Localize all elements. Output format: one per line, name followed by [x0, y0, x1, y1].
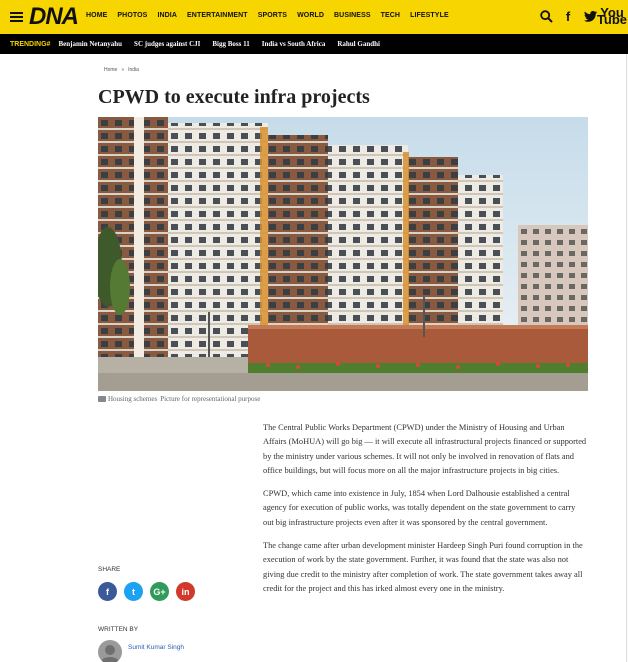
article-paragraph: The change came after urban development minister Hardeep Singh Puri found corruption in the execution of work by the state government. Further, it was found that the state was also not giving due credit to the ministry after completion of work. The state government takes away all credit for the project and this has irked almost every one in the ministry. — [263, 541, 583, 593]
page-border — [626, 54, 627, 662]
trending-item[interactable]: SC judges against CJI — [134, 40, 201, 48]
trending-item[interactable]: Bigg Boss 11 — [212, 40, 250, 48]
nav-lifestyle[interactable]: LIFESTYLE — [410, 12, 449, 19]
nav-sports[interactable]: SPORTS — [257, 12, 288, 19]
article-body — [263, 421, 588, 605]
share-buttons — [98, 582, 202, 601]
breadcrumb — [104, 67, 143, 73]
nav-photos[interactable]: PHOTOS — [117, 12, 148, 19]
share-facebook-button[interactable]: f — [98, 582, 117, 601]
article-paragraph: The Central Public Works Department (CPWD) under the Ministry of Housing and Urban Affairs (MoHUA) will go big — it will execute all infrastructural projects financed or supported by the ministry under various schemes. It will not only be involved in renovation of flats and office buildings, but will focus more on all the major infrastructure projects in big cities. — [263, 423, 587, 475]
search-icon[interactable] — [538, 8, 554, 24]
facebook-icon[interactable]: f — [565, 8, 571, 24]
nav-tech[interactable]: TECH — [380, 12, 401, 19]
caption-label: Housing schemes — [108, 395, 158, 403]
nav-entertainment[interactable]: ENTERTAINMENT — [187, 12, 248, 19]
article-title: CPWD to execute infra projects — [98, 86, 370, 108]
author-block — [98, 640, 184, 662]
share-google-plus-button[interactable]: G+ — [150, 582, 169, 601]
camera-icon — [98, 396, 106, 402]
author-name-link[interactable]: Sumit Kumar Singh — [128, 644, 184, 651]
top-navbar — [0, 0, 628, 34]
main-nav — [86, 12, 459, 19]
hero-image — [98, 117, 588, 391]
share-label: SHARE — [98, 566, 121, 573]
twitter-icon[interactable] — [582, 8, 598, 24]
menu-icon[interactable] — [10, 12, 23, 22]
breadcrumb-separator: » — [121, 67, 125, 73]
youtube-icon[interactable]: You Tube — [596, 5, 628, 27]
trending-item[interactable]: India vs South Africa — [261, 40, 326, 48]
trending-item[interactable]: Benjamin Netanyahu — [58, 40, 123, 48]
breadcrumb-india[interactable]: India — [128, 67, 139, 73]
nav-world[interactable]: WORLD — [297, 12, 325, 19]
image-caption — [98, 395, 260, 403]
avatar[interactable] — [98, 640, 122, 662]
trending-label: TRENDING# — [10, 40, 51, 48]
breadcrumb-home[interactable]: Home — [104, 67, 118, 73]
share-twitter-button[interactable]: t — [124, 582, 143, 601]
nav-business[interactable]: BUSINESS — [334, 12, 371, 19]
nav-india[interactable]: INDIA — [157, 12, 178, 19]
caption-text: Picture for representational purpose — [160, 395, 261, 403]
social-links — [532, 5, 628, 27]
trending-bar — [0, 34, 628, 54]
share-linkedin-button[interactable]: in — [176, 582, 195, 601]
article-paragraph: CPWD, which came into existence in July, 1854 when Lord Dalhousie established a central agency for execution of public works, was totally dependent on the state government to carry out big infrastructure projects even after it was sponsored by the central government. — [263, 489, 576, 527]
written-by-label: WRITTEN BY — [98, 626, 139, 633]
trending-item[interactable]: Rahul Gandhi — [337, 40, 380, 48]
site-logo[interactable]: DNA — [29, 3, 78, 30]
nav-home[interactable]: HOME — [86, 12, 108, 19]
